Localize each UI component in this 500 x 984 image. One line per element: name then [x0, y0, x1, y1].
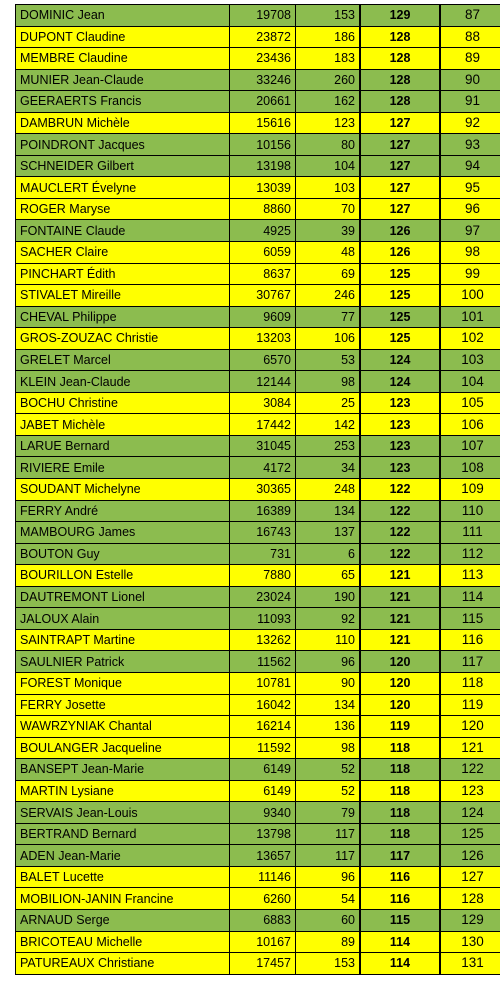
- table-row: [16, 586, 500, 608]
- value-2-cell: 80: [296, 134, 361, 156]
- person-name-cell: BOULANGER Jacqueline: [16, 737, 230, 759]
- table-row: [16, 306, 500, 328]
- value-2-cell: 60: [296, 909, 361, 931]
- table-row: [16, 629, 500, 651]
- table-row: [16, 866, 500, 888]
- person-name-cell: MAUCLERT Évelyne: [16, 177, 230, 199]
- value-1-cell: 9340: [230, 802, 296, 824]
- value-1-cell: 6260: [230, 888, 296, 910]
- rank-cell: 121: [440, 737, 500, 759]
- value-2-cell: 54: [296, 888, 361, 910]
- value-1-cell: 10156: [230, 134, 296, 156]
- value-2-cell: 123: [296, 112, 361, 134]
- value-1-cell: 13198: [230, 155, 296, 177]
- value-2-cell: 190: [296, 586, 361, 608]
- rank-cell: 105: [440, 392, 500, 414]
- person-name-cell: FERRY Josette: [16, 694, 230, 716]
- value-1-cell: 13657: [230, 845, 296, 867]
- person-name-cell: KLEIN Jean-Claude: [16, 371, 230, 393]
- value-2-cell: 90: [296, 672, 361, 694]
- person-name-cell: FERRY André: [16, 500, 230, 522]
- value-2-cell: 98: [296, 371, 361, 393]
- rank-cell: 130: [440, 931, 500, 953]
- value-2-cell: 39: [296, 220, 361, 242]
- rank-cell: 114: [440, 586, 500, 608]
- value-1-cell: 19708: [230, 5, 296, 27]
- value-2-cell: 103: [296, 177, 361, 199]
- score-cell: 116: [360, 888, 440, 910]
- value-2-cell: 136: [296, 716, 361, 738]
- score-cell: 116: [360, 866, 440, 888]
- value-1-cell: 13262: [230, 629, 296, 651]
- value-2-cell: 69: [296, 263, 361, 285]
- person-name-cell: MUNIER Jean-Claude: [16, 69, 230, 91]
- person-name-cell: BOCHU Christine: [16, 392, 230, 414]
- value-2-cell: 248: [296, 479, 361, 501]
- rank-cell: 104: [440, 371, 500, 393]
- value-1-cell: 6059: [230, 242, 296, 264]
- person-name-cell: ADEN Jean-Marie: [16, 845, 230, 867]
- table-row: [16, 802, 500, 824]
- rank-cell: 108: [440, 457, 500, 479]
- score-cell: 127: [360, 155, 440, 177]
- score-cell: 128: [360, 69, 440, 91]
- score-cell: 121: [360, 565, 440, 587]
- value-2-cell: 52: [296, 780, 361, 802]
- table-row: [16, 457, 500, 479]
- table-row: [16, 931, 500, 953]
- rank-cell: 102: [440, 328, 500, 350]
- value-1-cell: 16042: [230, 694, 296, 716]
- rank-cell: 98: [440, 242, 500, 264]
- table-row: [16, 737, 500, 759]
- score-cell: 123: [360, 457, 440, 479]
- score-cell: 123: [360, 392, 440, 414]
- person-name-cell: DAMBRUN Michèle: [16, 112, 230, 134]
- table-row: [16, 371, 500, 393]
- value-2-cell: 89: [296, 931, 361, 953]
- value-2-cell: 246: [296, 285, 361, 307]
- person-name-cell: ARNAUD Serge: [16, 909, 230, 931]
- value-2-cell: 106: [296, 328, 361, 350]
- table-row: [16, 909, 500, 931]
- value-2-cell: 92: [296, 608, 361, 630]
- value-1-cell: 10167: [230, 931, 296, 953]
- value-1-cell: 23436: [230, 48, 296, 70]
- value-2-cell: 34: [296, 457, 361, 479]
- value-1-cell: 11562: [230, 651, 296, 673]
- score-cell: 128: [360, 26, 440, 48]
- table-row: [16, 48, 500, 70]
- person-name-cell: PINCHART Édith: [16, 263, 230, 285]
- rank-cell: 110: [440, 500, 500, 522]
- table-row: [16, 155, 500, 177]
- value-2-cell: 137: [296, 522, 361, 544]
- score-cell: 122: [360, 479, 440, 501]
- person-name-cell: JALOUX Alain: [16, 608, 230, 630]
- value-1-cell: 16743: [230, 522, 296, 544]
- table-row: [16, 543, 500, 565]
- score-cell: 126: [360, 242, 440, 264]
- score-cell: 125: [360, 328, 440, 350]
- person-name-cell: LARUE Bernard: [16, 435, 230, 457]
- value-2-cell: 186: [296, 26, 361, 48]
- score-cell: 118: [360, 802, 440, 824]
- value-1-cell: 9609: [230, 306, 296, 328]
- score-cell: 120: [360, 694, 440, 716]
- table-row: [16, 349, 500, 371]
- score-cell: 122: [360, 543, 440, 565]
- rank-cell: 119: [440, 694, 500, 716]
- value-2-cell: 162: [296, 91, 361, 113]
- rank-cell: 128: [440, 888, 500, 910]
- value-1-cell: 17442: [230, 414, 296, 436]
- value-2-cell: 98: [296, 737, 361, 759]
- rank-cell: 126: [440, 845, 500, 867]
- table-row: [16, 112, 500, 134]
- value-2-cell: 6: [296, 543, 361, 565]
- rank-cell: 103: [440, 349, 500, 371]
- score-cell: 129: [360, 5, 440, 27]
- score-cell: 128: [360, 48, 440, 70]
- score-cell: 127: [360, 134, 440, 156]
- table-row: [16, 823, 500, 845]
- value-2-cell: 260: [296, 69, 361, 91]
- value-2-cell: 96: [296, 651, 361, 673]
- rank-cell: 88: [440, 26, 500, 48]
- person-name-cell: GRELET Marcel: [16, 349, 230, 371]
- table-row: [16, 134, 500, 156]
- person-name-cell: MOBILION-JANIN Francine: [16, 888, 230, 910]
- value-2-cell: 153: [296, 953, 361, 975]
- table-row: [16, 565, 500, 587]
- rank-cell: 95: [440, 177, 500, 199]
- score-cell: 124: [360, 349, 440, 371]
- rank-cell: 117: [440, 651, 500, 673]
- rank-cell: 122: [440, 759, 500, 781]
- score-cell: 120: [360, 651, 440, 673]
- person-name-cell: RIVIERE Emile: [16, 457, 230, 479]
- rank-cell: 91: [440, 91, 500, 113]
- value-1-cell: 6883: [230, 909, 296, 931]
- score-cell: 128: [360, 91, 440, 113]
- score-cell: 114: [360, 953, 440, 975]
- rank-cell: 112: [440, 543, 500, 565]
- value-2-cell: 117: [296, 823, 361, 845]
- value-2-cell: 142: [296, 414, 361, 436]
- rank-cell: 99: [440, 263, 500, 285]
- rank-cell: 129: [440, 909, 500, 931]
- table-row: [16, 479, 500, 501]
- value-1-cell: 12144: [230, 371, 296, 393]
- value-1-cell: 13039: [230, 177, 296, 199]
- score-cell: 117: [360, 845, 440, 867]
- value-1-cell: 8860: [230, 198, 296, 220]
- score-cell: 114: [360, 931, 440, 953]
- value-1-cell: 30767: [230, 285, 296, 307]
- table-row: [16, 198, 500, 220]
- value-1-cell: 31045: [230, 435, 296, 457]
- value-1-cell: 3084: [230, 392, 296, 414]
- table-row: [16, 435, 500, 457]
- value-2-cell: 253: [296, 435, 361, 457]
- value-1-cell: 23872: [230, 26, 296, 48]
- person-name-cell: SACHER Claire: [16, 242, 230, 264]
- value-1-cell: 15616: [230, 112, 296, 134]
- value-1-cell: 4172: [230, 457, 296, 479]
- value-2-cell: 77: [296, 306, 361, 328]
- value-2-cell: 134: [296, 500, 361, 522]
- rank-cell: 125: [440, 823, 500, 845]
- person-name-cell: DUPONT Claudine: [16, 26, 230, 48]
- table-row: [16, 91, 500, 113]
- table-row: [16, 392, 500, 414]
- rank-cell: 115: [440, 608, 500, 630]
- value-2-cell: 53: [296, 349, 361, 371]
- score-cell: 118: [360, 737, 440, 759]
- value-1-cell: 10781: [230, 672, 296, 694]
- person-name-cell: PATUREAUX Christiane: [16, 953, 230, 975]
- person-name-cell: MARTIN Lysiane: [16, 780, 230, 802]
- rank-cell: 111: [440, 522, 500, 544]
- person-name-cell: GROS-ZOUZAC Christie: [16, 328, 230, 350]
- rank-cell: 124: [440, 802, 500, 824]
- person-name-cell: WAWRZYNIAK Chantal: [16, 716, 230, 738]
- ranking-table-body: [16, 5, 500, 975]
- table-row: [16, 759, 500, 781]
- person-name-cell: BANSEPT Jean-Marie: [16, 759, 230, 781]
- score-cell: 124: [360, 371, 440, 393]
- table-row: [16, 242, 500, 264]
- person-name-cell: SAULNIER Patrick: [16, 651, 230, 673]
- person-name-cell: DAUTREMONT Lionel: [16, 586, 230, 608]
- value-2-cell: 104: [296, 155, 361, 177]
- table-row: [16, 26, 500, 48]
- value-1-cell: 731: [230, 543, 296, 565]
- table-row: [16, 522, 500, 544]
- value-1-cell: 16389: [230, 500, 296, 522]
- person-name-cell: BALET Lucette: [16, 866, 230, 888]
- value-2-cell: 65: [296, 565, 361, 587]
- value-2-cell: 183: [296, 48, 361, 70]
- score-cell: 123: [360, 435, 440, 457]
- rank-cell: 101: [440, 306, 500, 328]
- table-row: [16, 651, 500, 673]
- table-row: [16, 69, 500, 91]
- value-1-cell: 6149: [230, 759, 296, 781]
- value-1-cell: 23024: [230, 586, 296, 608]
- person-name-cell: DOMINIC Jean: [16, 5, 230, 27]
- value-1-cell: 11592: [230, 737, 296, 759]
- value-1-cell: 11146: [230, 866, 296, 888]
- rank-cell: 120: [440, 716, 500, 738]
- score-cell: 127: [360, 198, 440, 220]
- ranking-table: [15, 4, 500, 975]
- person-name-cell: SERVAIS Jean-Louis: [16, 802, 230, 824]
- table-row: [16, 953, 500, 975]
- score-cell: 121: [360, 608, 440, 630]
- table-row: [16, 263, 500, 285]
- table-row: [16, 888, 500, 910]
- rank-cell: 118: [440, 672, 500, 694]
- score-cell: 125: [360, 263, 440, 285]
- rank-cell: 106: [440, 414, 500, 436]
- score-cell: 122: [360, 500, 440, 522]
- rank-cell: 90: [440, 69, 500, 91]
- value-2-cell: 79: [296, 802, 361, 824]
- table-row: [16, 694, 500, 716]
- person-name-cell: SCHNEIDER Gilbert: [16, 155, 230, 177]
- person-name-cell: GEERAERTS Francis: [16, 91, 230, 113]
- score-cell: 120: [360, 672, 440, 694]
- score-cell: 126: [360, 220, 440, 242]
- table-row: [16, 845, 500, 867]
- value-2-cell: 48: [296, 242, 361, 264]
- rank-cell: 109: [440, 479, 500, 501]
- person-name-cell: SAINTRAPT Martine: [16, 629, 230, 651]
- rank-cell: 113: [440, 565, 500, 587]
- value-1-cell: 11093: [230, 608, 296, 630]
- score-cell: 121: [360, 586, 440, 608]
- person-name-cell: BRICOTEAU Michelle: [16, 931, 230, 953]
- rank-cell: 127: [440, 866, 500, 888]
- table-row: [16, 780, 500, 802]
- table-row: [16, 5, 500, 27]
- table-row: [16, 220, 500, 242]
- table-row: [16, 716, 500, 738]
- value-1-cell: 17457: [230, 953, 296, 975]
- score-cell: 125: [360, 285, 440, 307]
- person-name-cell: BOURILLON Estelle: [16, 565, 230, 587]
- value-1-cell: 7880: [230, 565, 296, 587]
- score-cell: 123: [360, 414, 440, 436]
- value-1-cell: 30365: [230, 479, 296, 501]
- value-2-cell: 153: [296, 5, 361, 27]
- person-name-cell: MAMBOURG James: [16, 522, 230, 544]
- person-name-cell: FOREST Monique: [16, 672, 230, 694]
- value-1-cell: 13798: [230, 823, 296, 845]
- rank-cell: 131: [440, 953, 500, 975]
- score-cell: 127: [360, 112, 440, 134]
- score-cell: 115: [360, 909, 440, 931]
- value-2-cell: 110: [296, 629, 361, 651]
- rank-cell: 123: [440, 780, 500, 802]
- value-2-cell: 52: [296, 759, 361, 781]
- table-row: [16, 672, 500, 694]
- score-cell: 118: [360, 759, 440, 781]
- score-cell: 125: [360, 306, 440, 328]
- rank-cell: 93: [440, 134, 500, 156]
- rank-cell: 94: [440, 155, 500, 177]
- person-name-cell: SOUDANT Michelyne: [16, 479, 230, 501]
- rank-cell: 107: [440, 435, 500, 457]
- person-name-cell: BERTRAND Bernard: [16, 823, 230, 845]
- value-1-cell: 13203: [230, 328, 296, 350]
- person-name-cell: STIVALET Mireille: [16, 285, 230, 307]
- person-name-cell: BOUTON Guy: [16, 543, 230, 565]
- rank-cell: 116: [440, 629, 500, 651]
- table-row: [16, 328, 500, 350]
- person-name-cell: FONTAINE Claude: [16, 220, 230, 242]
- person-name-cell: CHEVAL Philippe: [16, 306, 230, 328]
- person-name-cell: POINDRONT Jacques: [16, 134, 230, 156]
- score-cell: 127: [360, 177, 440, 199]
- table-row: [16, 608, 500, 630]
- person-name-cell: ROGER Maryse: [16, 198, 230, 220]
- value-2-cell: 25: [296, 392, 361, 414]
- value-1-cell: 6570: [230, 349, 296, 371]
- table-row: [16, 500, 500, 522]
- value-1-cell: 33246: [230, 69, 296, 91]
- rank-cell: 89: [440, 48, 500, 70]
- value-1-cell: 4925: [230, 220, 296, 242]
- value-2-cell: 134: [296, 694, 361, 716]
- score-cell: 119: [360, 716, 440, 738]
- value-2-cell: 117: [296, 845, 361, 867]
- value-2-cell: 70: [296, 198, 361, 220]
- rank-cell: 97: [440, 220, 500, 242]
- table-row: [16, 177, 500, 199]
- table-row: [16, 285, 500, 307]
- value-1-cell: 6149: [230, 780, 296, 802]
- score-cell: 118: [360, 780, 440, 802]
- score-cell: 122: [360, 522, 440, 544]
- value-1-cell: 8637: [230, 263, 296, 285]
- table-row: [16, 414, 500, 436]
- rank-cell: 96: [440, 198, 500, 220]
- rank-cell: 92: [440, 112, 500, 134]
- value-2-cell: 96: [296, 866, 361, 888]
- value-1-cell: 20661: [230, 91, 296, 113]
- person-name-cell: MEMBRE Claudine: [16, 48, 230, 70]
- person-name-cell: JABET Michèle: [16, 414, 230, 436]
- score-cell: 118: [360, 823, 440, 845]
- rank-cell: 100: [440, 285, 500, 307]
- value-1-cell: 16214: [230, 716, 296, 738]
- score-cell: 121: [360, 629, 440, 651]
- rank-cell: 87: [440, 5, 500, 27]
